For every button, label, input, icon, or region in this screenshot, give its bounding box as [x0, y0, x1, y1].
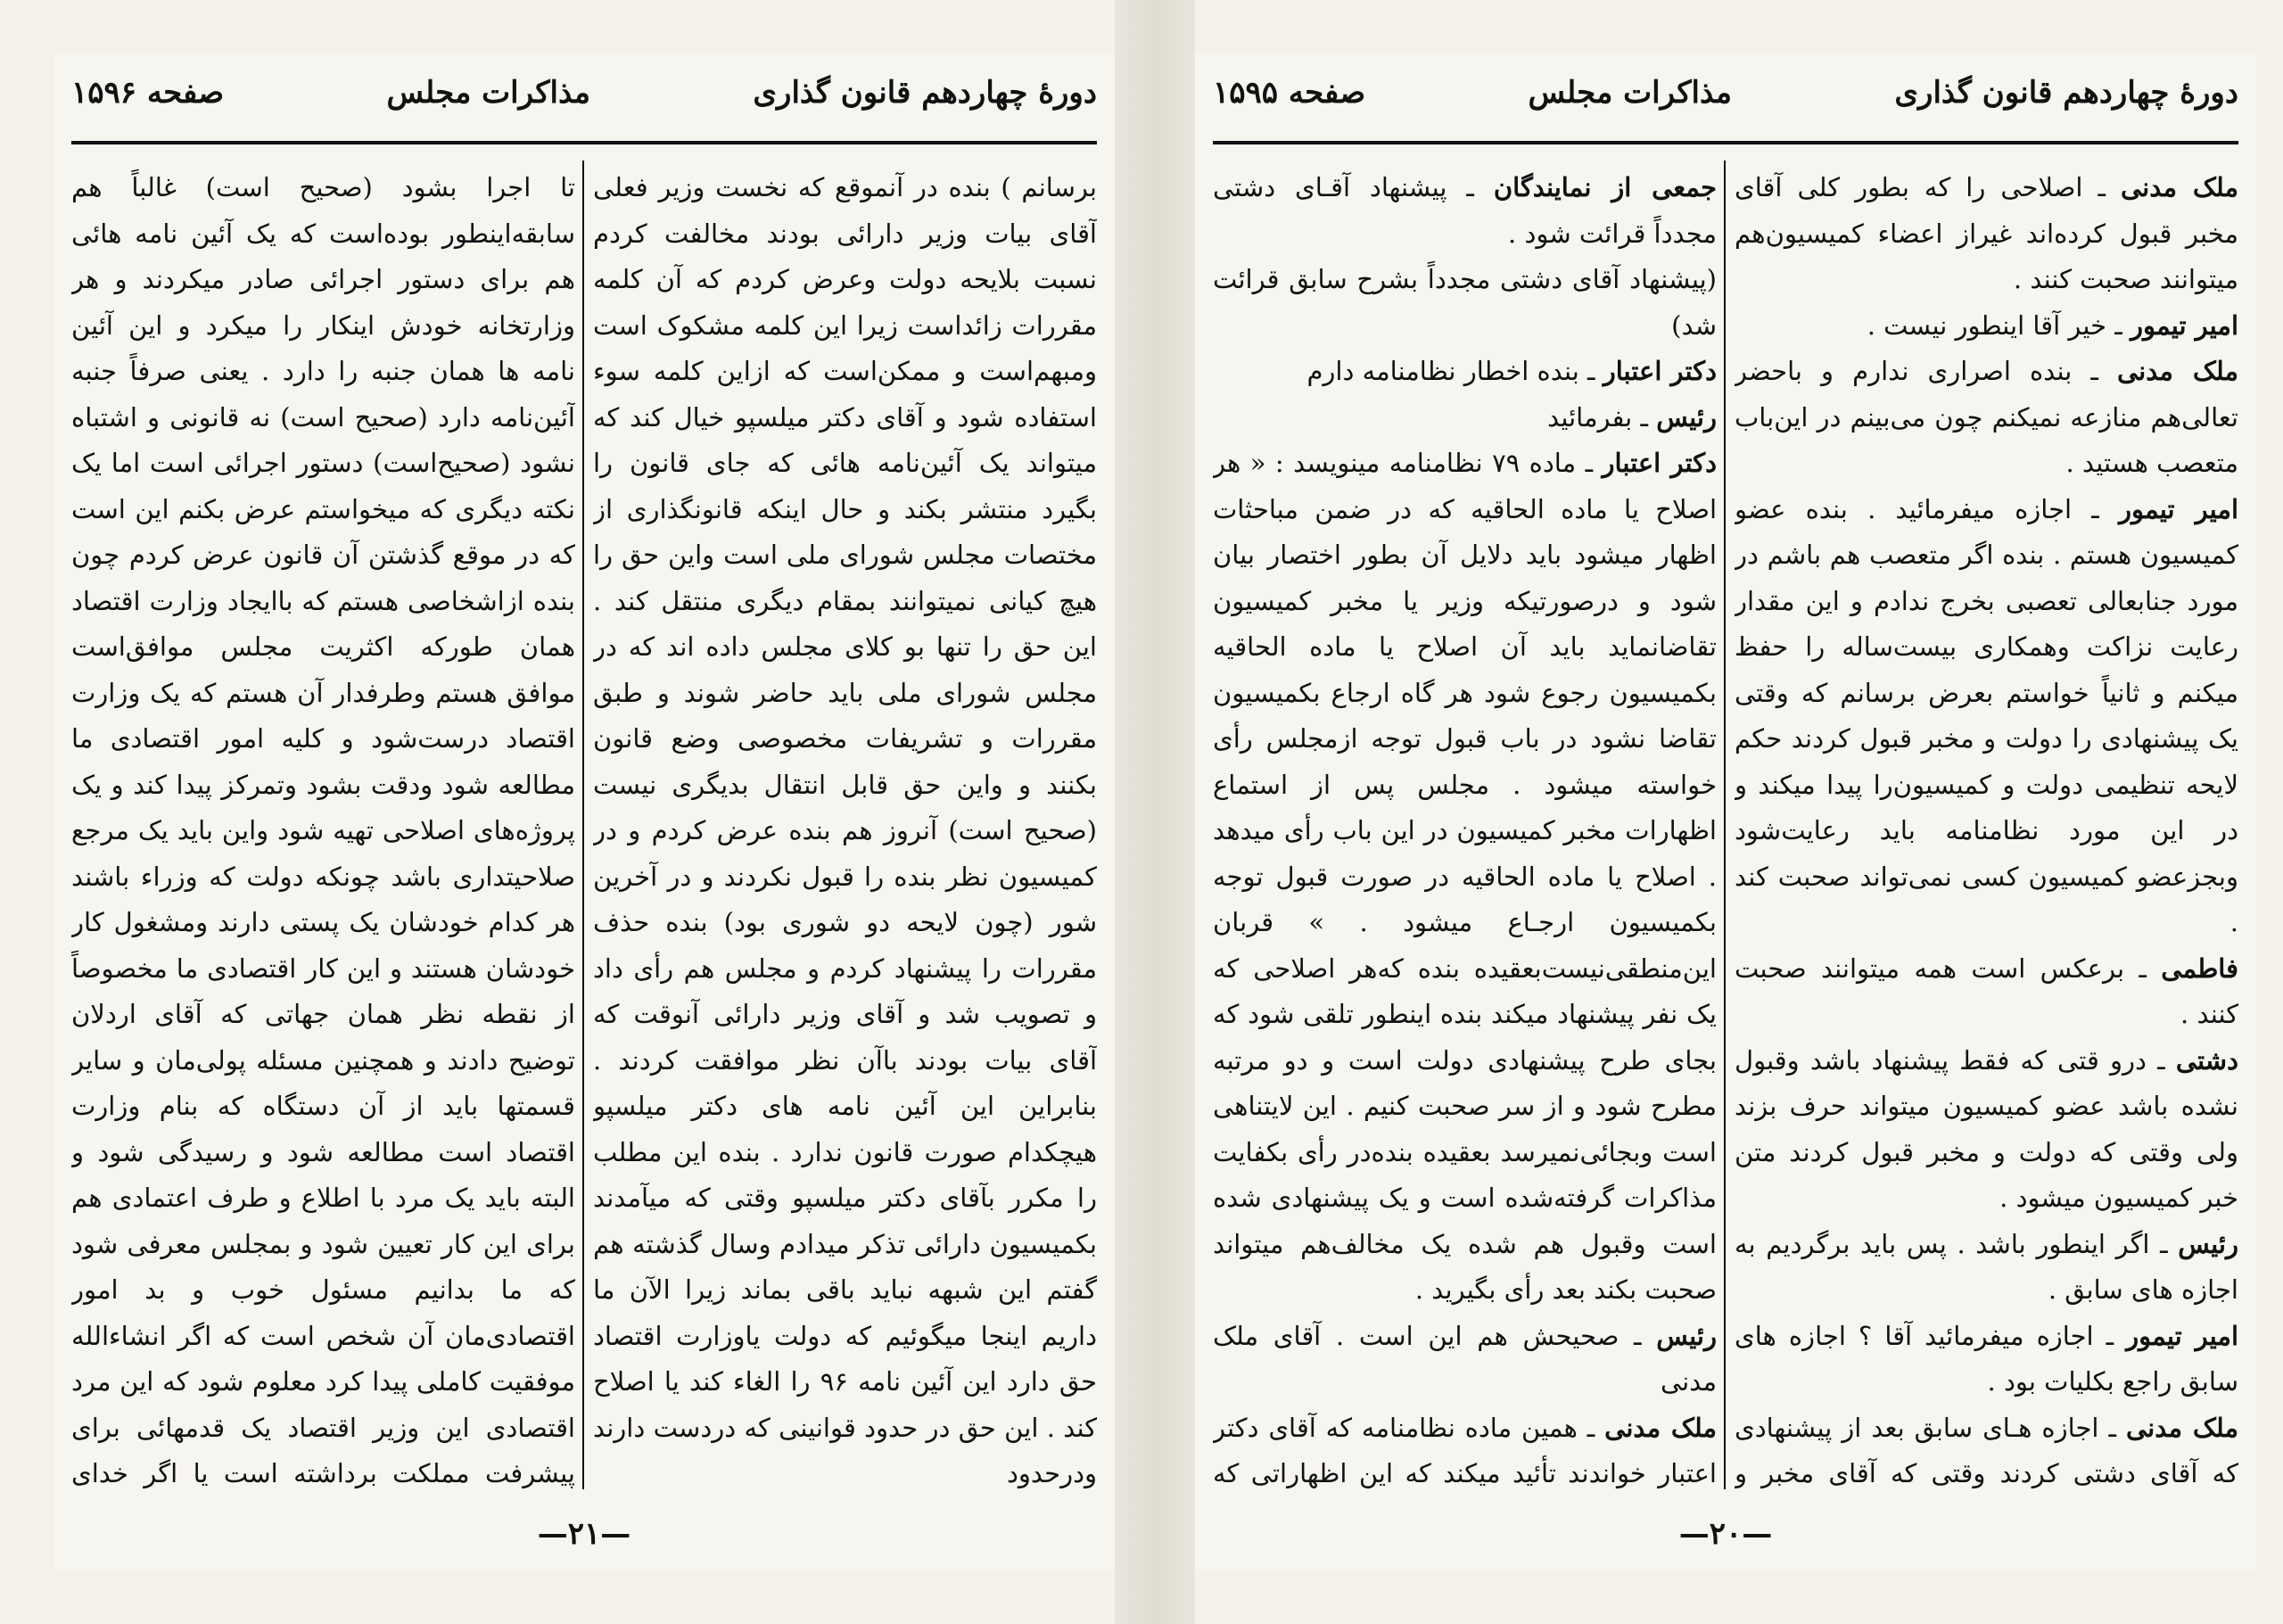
speech-paragraph: [1213, 1314, 1717, 1406]
speech-paragraph: [71, 165, 575, 1494]
speech-text: ـ بفرمائید: [1547, 401, 1657, 433]
speech-paragraph: [1735, 1038, 2238, 1222]
speech-text: ـ اجازه میفرمائید . بنده عضو کمیسیون هستم . بنده اگر متعصب هم باشم در مورد جنابعالی تعصبی بخرج ندادم و این مقدار رعایت نزاکت وهمکاری بیست‌ساله را حفظ میکنم و ثانیاً خواستم بعرض برسانم که وقتی یک پیشنهادی را دولت و مخبر قبول کردند حکم لایحه تنظیمی دولت و کمیسیون‌را پیدا میکند و در این مورد نظامنامه باید رعایت‌شود وبجزعضو کمیسیون کسی نمی‌تواند صحبت کند .: [1735, 493, 2238, 937]
header-title: دورۀ چهاردهم قانون گذاری: [1894, 75, 2238, 111]
speech-text: تا اجرا بشود (صحیح است) غالباً هم سابقه‌اینطور بوده‌است که یک آئین نامه هائی هم برای دستور اجرائی صادر میکردند و هر وزارتخانه خودش اینکار را میکرد و این آئین نامه ها همان جنبه را دارد . یعنی صرفاً جنبه آئین‌نامه دارد (صحیح است) نه قانونی و اشتباه نشود (صحیح‌است) دستور اجرائی است اما یک نکته دیگری که میخواستم عرض بکنم این است که در موقع گذشتن آن قانون عرض کردم چون بنده ازاشخاصی هستم که باایجاد وزارت اقتصاد همان طورکه اکثریت مجلس موافق‌است موافق هستم وطرفدار آن هستم که یک وزارت اقتصاد درست‌شود و کلیه امور اقتصادی ما مطالعه شود ودقت بشود وتمرکز پیدا کند و یک پروژه‌های اصلاحی تهیه شود واین باید یک مرجع صلاحیتداری باشد چونکه دولت که وزراء باشند هر کدام خودشان یک پستی دارند ومشغول کار خودشان هستند و این کار اقتصادی ما مخصوصاً از نقطه نظر همان جهاتی که آقای اردلان توضیح دادند و همچنین مسئله پولی‌مان و سایر قسمتها باید از آن دستگاه که بنام وزارت اقتصاد است مطالعه شود و رسیدگی شود و البته باید یک مرد با اطلاع و طرف اعتمادی هم برای این کار تعیین شود و بمجلس معرفی شود که ما بدانیم مسئول خوب و بد امور اقتصادی‌مان آن شخص است که اگر انشاءالله موفقیت کاملی پیدا کرد معلوم شود که این مرد اقتصادی این وزیر اقتصاد یک قدمهائی برای پیشرفت مملکت برداشته است یا اگر خدای: [71, 172, 575, 1488]
speech-paragraph: [1213, 441, 1717, 1314]
text-column-right: [593, 165, 1097, 1494]
speech-paragraph: [1213, 257, 1717, 349]
header-page-number: صفحه ۱۵۹۵: [1213, 75, 1366, 111]
speech-paragraph: [1735, 487, 2238, 946]
speech-paragraph: [1735, 303, 2238, 350]
text-column-left: [1213, 165, 1717, 1494]
column-divider: [1724, 161, 1726, 1489]
speech-text: برسانم ) بنده در آنموقع که نخست وزیر فعلی آقای بیات وزیر دارائی بودند مخالفت کردم نسبت بلایحه دولت وعرض کردم که آن کلمه مقررات زائداست زیرا این کلمه مشکوک است ومبهم‌است و ممکن‌است که ازاین کلمه سوء استفاده شود و آقای دکتر میلسپو خیال کند که میتواند یک آئین‌نامه هائی که جای قانون را بگیرد منتشر بکند و حال اینکه قانونگذاری از مختصات مجلس شورای ملی است واین حق را هیچ کیانی نمیتوانند بمقام دیگری منتقل کند . این حق را تنها بو کلای مجلس داده اند که در مجلس شورای ملی باید حاضر شوند و طبق مقررات و تشریفات مخصوصی وضع قانون بکنند و واین حق قابل انتقال بدیگری نیست (صحیح است) آنروز هم بنده عرض کردم و در کمیسیون نظر بنده را قبول نکردند و در آخرین شور (چون لایحه دو شوری بود) بنده حذف مقررات را پیشنهاد کردم و مجلس هم رأی داد و تصویب شد و آقای وزیر دارائی آنوقت که آقای بیات بودند باآن نظر موافقت کردند . بنابراین این آئین نامه های دکتر میلسپو هیچکدام صورت قانون ندارد . بنده این مطلب را مکرر بآقای دکتر میلسپو وقتی که میآمدند بکمیسیون دارائی تذکر میدادم وسال گذشته هم گفتم این شبهه نباید باقی بماند زیرا الآن ما داریم اینجا میگوئیم که دولت یاوزارت اقتصاد حق دارد این آئین نامه ۹۶ را الغاء کند یا اصلاح کند . این حق در حدود قوانینی که دردست دارند ودرحدود: [593, 172, 1097, 1488]
speech-text: ـ خیر آقا اینطور نیست .: [1867, 309, 2131, 341]
text-column-left: [71, 165, 575, 1494]
left-page: [54, 54, 1115, 1570]
speech-text: ـ بنده اخطار نظامنامه دارم: [1306, 356, 1603, 386]
column-divider: [582, 161, 584, 1489]
speaker-name: رئیس: [1656, 1320, 1717, 1351]
speech-text: (پیشنهاد آقای دشتی مجدداً بشرح سابق قرائت شد): [1213, 264, 1717, 341]
header-rule: [1213, 141, 2238, 144]
speaker-name: رئیس: [2178, 1228, 2238, 1259]
speech-paragraph: [1735, 946, 2238, 1038]
page-footer-number: —۲۰—: [1678, 1516, 1773, 1552]
speech-text: ـ درو قتی که فقط پیشنهاد باشد وقبول نشده باشد عضو کمیسیون میتواند حرف بزند ولی وقتی که دولت و مخبر قبول کردند متن خبر کمیسیون میشود .: [1735, 1044, 2238, 1213]
speaker-name: دشتی: [2175, 1044, 2238, 1076]
speech-text: ـ ماده ۷۹ نظامنامه مینویسد : « هر اصلاح یا ماده الحاقیه که در ضمن مباحثات اظهار میشود باید دلایل آن بطور اختصار بیان شود و درصورتیکه وزیر یا مخبر کمیسیون تقاضانماید باید آن اصلاح یا ماده الحاقیه بکمیسیون رجوع شود هر گاه ارجاع بکمیسیون تقاضا نشود در باب قبول توجه ازمجلس رأی خواسته میشود . مجلس پس از استماع اظهارات مخبر کمیسیون در این باب رأی میدهد . اصلاح یا ماده الحاقیه در صورت قبول توجه بکمیسیون ارجـاع میشود . » قربان این‌منطقی‌نیست‌بعقیده بنده که‌هر اصلاحی که یک نفر پیشنهاد میکند بنده اینطور تلقی شود که بجای طرح پیشنهادی دولت است و دو مرتبه مطرح شود و از سر صحبت کنیم . این لایتناهی است وبجائی‌نمیرسد بعقیده بنده‌در رأی بکفایت مذاکرات گرفته‌شده است و یک پیشنهادی شده است وقبول هم شده یک مخالف‌هم میتواند صحبت بکند بعد رأی بگیرید .: [1213, 448, 1717, 1305]
page-header: [1213, 66, 2238, 120]
speaker-name: جمعی از نمایندگان: [1493, 172, 1717, 202]
speech-paragraph: [1735, 165, 2238, 303]
header-page-number: صفحه ۱۵۹۶: [71, 75, 225, 111]
speech-text: ـ بنده اصراری ندارم و باحضر تعالی‌هم منازعه نمیکنم چون می‌بینم در این‌باب متعصب هستید .: [1735, 356, 2238, 478]
speaker-name: امیر تیمور: [2119, 493, 2238, 524]
speech-paragraph: [1735, 1406, 2238, 1495]
header-section: مذاکرات مجلس: [386, 75, 591, 111]
speaker-name: ملک مدنی: [2126, 1412, 2238, 1443]
speech-text: ـ برعکس است همه میتوانند صحبت کنند .: [1735, 952, 2238, 1029]
speech-paragraph: [1213, 1406, 1717, 1495]
speech-paragraph: [593, 165, 1097, 1494]
speaker-name: ملک مدنی: [1604, 1412, 1717, 1443]
speech-text: ـ پیشنهاد آقـای دشتی مجدداً قرائت شود .: [1213, 172, 1717, 249]
speech-text: ـ همین ماده نظامنامه که آقای دکتر اعتبار خواندند تأئید میکند که این اظهاراتی که: [1213, 1412, 1717, 1488]
speech-paragraph: [1213, 349, 1717, 395]
header-section: مذاکرات مجلس: [1528, 75, 1733, 111]
speech-text: ـ اجازه میفرمائید آقا ؟ اجازه های سابق راجع بکلیات بود .: [1735, 1320, 2238, 1397]
speaker-name: فاطمی: [2161, 952, 2238, 984]
book-gutter: [1115, 0, 1195, 1624]
speech-paragraph: [1735, 349, 2238, 487]
speaker-name: دکتر اعتبار: [1602, 448, 1717, 478]
speech-paragraph: [1735, 1222, 2238, 1314]
speech-text: ـ صحیحش هم این است . آقای ملک مدنی: [1213, 1320, 1717, 1397]
speech-text: ـ اجازه هـای سابق بعد از پیشنهادی که آقای دشتی کردند وقتی که آقای مخبر و: [1735, 1412, 2238, 1488]
speech-paragraph: [1735, 1314, 2238, 1406]
page-footer-number: —۲۱—: [537, 1516, 631, 1552]
header-title: دورۀ چهاردهم قانون گذاری: [753, 75, 1097, 111]
speaker-name: امیر تیمور: [2126, 1320, 2238, 1351]
speaker-name: ملک مدنی: [2116, 356, 2238, 386]
text-column-right: [1735, 165, 2238, 1494]
speech-text: ـ اصلاحی را که بطور کلی آقای مخبر قبول کرده‌اند غیراز اعضاء کمیسیون‌هم میتوانند صحبت کنند .: [1735, 172, 2238, 294]
speaker-name: دکتر اعتبار: [1603, 356, 1717, 386]
right-page: [1195, 54, 2256, 1570]
speaker-name: رئیس: [1656, 401, 1717, 433]
speaker-name: ملک مدنی: [2121, 172, 2238, 202]
header-rule: [71, 141, 1097, 144]
speaker-name: امیر تیمور: [2130, 309, 2238, 341]
speech-text: ـ اگر اینطور باشد . پس باید برگردیم به اجازه های سابق .: [1735, 1228, 2238, 1305]
page-header: [71, 66, 1097, 120]
speech-paragraph: [1213, 165, 1717, 257]
speech-paragraph: [1213, 395, 1717, 441]
